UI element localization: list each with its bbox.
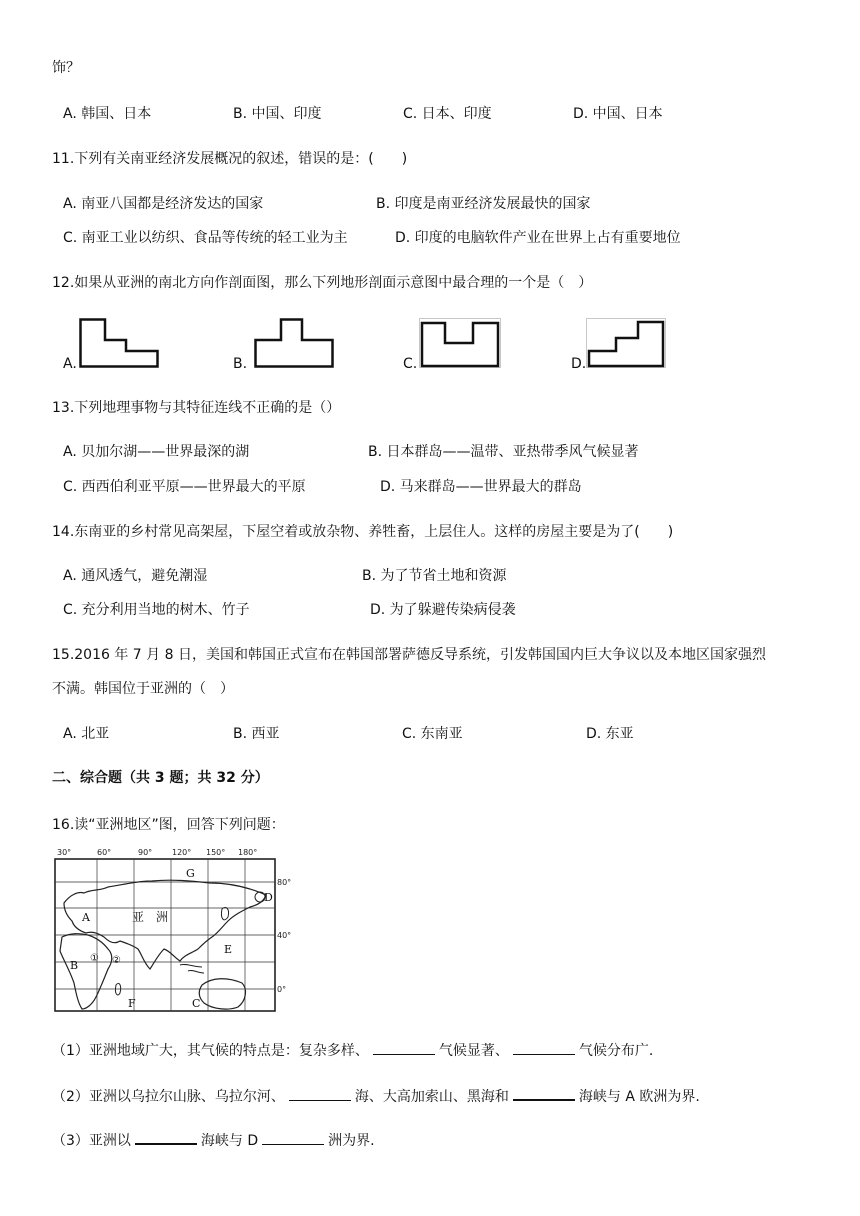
q16-sub3-text-1: （3）亚洲以 (52, 1133, 131, 1149)
q13-option-b[interactable]: B. 日本群岛——温带、亚热带季风气候显著 (368, 444, 639, 460)
map-number-1: ① (90, 953, 99, 964)
q16-sub3-text-3: 洲为界. (328, 1133, 375, 1149)
q11-option-c[interactable]: C. 南亚工业以纺织、食品等传统的轻工业为主 (63, 230, 348, 246)
q14-option-a[interactable]: A. 通风透气，避免潮湿 (63, 568, 208, 584)
q16-sub2-text-1: （2）亚洲以乌拉尔山脉、乌拉尔河、 (52, 1089, 285, 1105)
map-lon-label: 150° (206, 848, 226, 857)
q16-sub2-blank-1[interactable] (289, 1086, 351, 1101)
map-label-d: D (264, 891, 273, 904)
map-label-b: B (70, 959, 79, 972)
q16-sub1-text-3: 气候分布广. (578, 1043, 654, 1059)
section-heading: 二、综合题（共 3 题；共 32 分） (52, 770, 269, 786)
q10-option-a[interactable]: A. 韩国、日本 (63, 106, 152, 122)
japan-outline (221, 907, 228, 919)
q12-option-b-label[interactable]: B. (233, 356, 248, 372)
q15-option-c[interactable]: C. 东南亚 (402, 726, 463, 742)
q13-option-c[interactable]: C. 西西伯利亚平原——世界最大的平原 (63, 479, 306, 495)
map-number-2: ② (112, 955, 121, 966)
q12-profile-b (254, 318, 334, 368)
q14-option-c[interactable]: C. 充分利用当地的树木、竹子 (63, 602, 250, 618)
q16-stem: 16.读“亚洲地区”图，回答下列问题： (52, 817, 285, 833)
q15-option-a[interactable]: A. 北亚 (63, 726, 110, 742)
q13-option-a[interactable]: A. 贝加尔湖——世界最深的湖 (63, 444, 250, 460)
q14-option-b[interactable]: B. 为了节省土地和资源 (362, 568, 507, 584)
map-label-f: F (128, 997, 136, 1010)
map-label-e: E (224, 943, 233, 956)
q16-sub1-text-1: （1）亚洲地域广大，其气候的特点是：复杂多样、 (52, 1043, 369, 1059)
q12-profile-c (419, 318, 501, 368)
q15-stem-line2: 不满。韩国位于亚洲的（ ） (52, 681, 234, 697)
q12-option-a-label[interactable]: A. (63, 356, 77, 372)
map-label-a: A (82, 911, 90, 924)
q16-sub1-blank-2[interactable] (513, 1040, 575, 1055)
q13-option-d[interactable]: D. 马来群岛——世界最大的群岛 (380, 479, 582, 495)
map-lon-label: 180° (238, 848, 258, 857)
q12-stem: 12.如果从亚洲的南北方向作剖面图，那么下列地形剖面示意图中最合理的一个是（ ） (52, 275, 593, 291)
asia-map (52, 845, 292, 1015)
q14-stem: 14.东南亚的乡村常见高架屋，下屋空着或放杂物、养牲畜，上层住人。这样的房屋主要是为了( ) (52, 524, 674, 540)
q12-option-c-label[interactable]: C. (403, 356, 418, 372)
q15-option-b[interactable]: B. 西亚 (233, 726, 280, 742)
q16-sub1-blank-1[interactable] (373, 1040, 435, 1055)
q12-profile-d (586, 318, 666, 368)
q16-sub1 (52, 1040, 653, 1061)
q13-stem: 13.下列地理事物与其特征连线不正确的是（） (52, 400, 341, 416)
map-lon-label: 60° (97, 848, 112, 857)
q16-sub3-blank-1[interactable] (135, 1129, 197, 1145)
q14-option-d[interactable]: D. 为了躲避传染病侵袭 (370, 602, 516, 618)
q15-option-d[interactable]: D. 东亚 (586, 726, 634, 742)
map-label-asia: 亚 洲 (132, 910, 169, 924)
q10-option-d[interactable]: D. 中国、日本 (573, 106, 663, 122)
map-lat-label: 40° (277, 931, 292, 940)
q11-stem: 11.下列有关南亚经济发展概况的叙述，错误的是：( ) (52, 151, 408, 167)
q11-option-a[interactable]: A. 南亚八国都是经济发达的国家 (63, 196, 264, 212)
map-label-g: G (186, 867, 195, 880)
map-lon-label: 120° (172, 848, 192, 857)
map-lon-label: 30° (57, 848, 72, 857)
q16-sub2-text-3: 海峡与 A 欧洲为界. (578, 1089, 700, 1105)
q16-sub2-blank-2[interactable] (513, 1085, 575, 1101)
island-chain-outline (180, 964, 204, 973)
q10-option-c[interactable]: C. 日本、印度 (403, 106, 492, 122)
q16-sub1-text-2: 气候显著、 (438, 1043, 509, 1059)
q12-profile-a (79, 318, 159, 368)
q16-sub3-text-2: 海峡与 D (200, 1133, 259, 1149)
q11-option-d[interactable]: D. 印度的电脑软件产业在世界上占有重要地位 (395, 230, 681, 246)
q10-option-b[interactable]: B. 中国、印度 (233, 106, 322, 122)
map-label-c: C (192, 997, 201, 1010)
q16-sub2-text-2: 海、大高加索山、黑海和 (354, 1089, 509, 1105)
q16-sub3-blank-2[interactable] (262, 1130, 324, 1145)
map-lat-label: 0° (277, 985, 287, 994)
q15-stem-line1: 15.2016 年 7 月 8 日，美国和韩国正式宣布在韩国部署萨德反导系统，引发韩国国内巨大争议以及本地区国家强烈 (52, 647, 766, 663)
q12-option-d-label[interactable]: D. (571, 356, 587, 372)
question-continuation: 饰？ (52, 60, 80, 76)
q16-sub3 (52, 1129, 375, 1151)
map-lon-label: 90° (138, 848, 153, 857)
africa-outline (60, 934, 112, 1009)
map-lat-label: 80° (277, 878, 292, 887)
q16-sub2 (52, 1085, 700, 1107)
q11-option-b[interactable]: B. 印度是南亚经济发展最快的国家 (376, 196, 591, 212)
australia-outline (199, 979, 245, 1009)
